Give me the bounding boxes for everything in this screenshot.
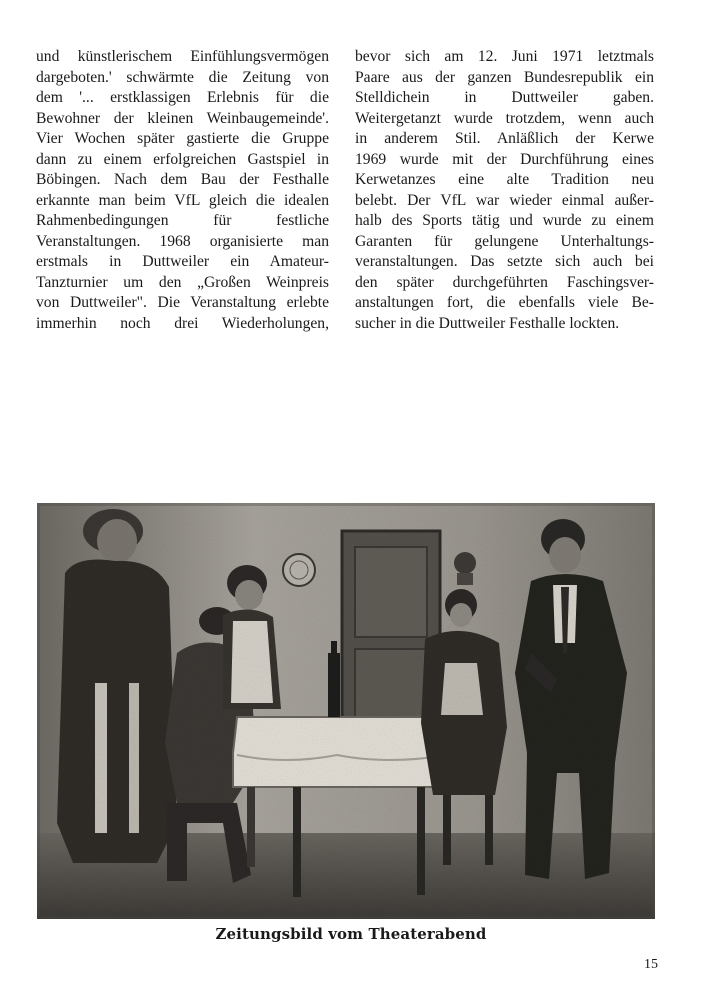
text-line: in anderem Stil. Anläßlich der Kerwe — [355, 130, 654, 147]
text-line: Paare aus der ganzen Bundesrepublik ein — [355, 68, 654, 86]
page-number: 15 — [644, 957, 658, 972]
text-line: Veranstaltungen. 1968 organisierte man — [36, 232, 329, 250]
text-line: Kerwetanzes eine alte Tradition neu — [355, 171, 654, 188]
text-line: veranstaltungen. Das setzte sich auch bei — [355, 253, 654, 270]
text-line: Rahmenbedingungen für festliche — [36, 212, 329, 229]
text-line: immerhin noch drei Wiederholungen, — [36, 314, 329, 332]
text-line: sucher in die Duttweiler Festhalle lockten. — [355, 314, 620, 332]
text-line: von Duttweiler". Die Veranstaltung erlebte — [36, 294, 329, 311]
text-line: Bewohner der kleinen Weinbaugemeinde'. — [36, 109, 329, 127]
text-line: bevor sich am 12. Juni 1971 letztmals — [355, 48, 654, 65]
theater-photo — [37, 503, 655, 919]
text-line: dargeboten.' schwärmte die Zeitung von — [36, 68, 329, 86]
text-line: Stelldichein in Duttweiler gaben. — [355, 89, 654, 106]
text-line: Tanzturnier um den „Großen Weinpreis — [36, 273, 329, 291]
theater-photo-illustration — [37, 503, 655, 919]
text-line: anstaltungen fort, die ebenfalls viele Be- — [355, 294, 654, 311]
figure-caption: Zeitungsbild vom Theaterabend — [215, 925, 487, 943]
text-column-right — [355, 47, 654, 334]
text-line: Vier Wochen später gastierte die Gruppe — [36, 130, 329, 147]
text-line: Garanten für gelungene Unterhaltungs- — [355, 232, 654, 250]
text-column-left — [36, 47, 329, 334]
text-line: belebt. Der VfL war wieder einmal außer- — [355, 191, 654, 209]
text-line: halb des Sports tätig und wurde zu einem — [355, 212, 654, 229]
text-line: 1969 wurde mit der Durchführung eines — [355, 150, 654, 168]
text-line: dem '... erstklassigen Erlebnis für die — [36, 89, 329, 106]
text-line: Weitergetanzt wurde trotzdem, wenn auch — [355, 109, 654, 127]
text-line: erstmals in Duttweiler ein Amateur- — [36, 253, 329, 270]
text-line: und künstlerischem Einfühlungsvermögen — [36, 48, 329, 65]
text-line: erkannte man beim VfL gleich die idealen — [36, 191, 329, 209]
text-line: den später durchgeführten Faschingsver- — [355, 273, 654, 291]
text-line: Böbingen. Nach dem Bau der Festhalle — [36, 171, 329, 188]
text-line: dann zu einem erfolgreichen Gastspiel in — [36, 150, 329, 168]
